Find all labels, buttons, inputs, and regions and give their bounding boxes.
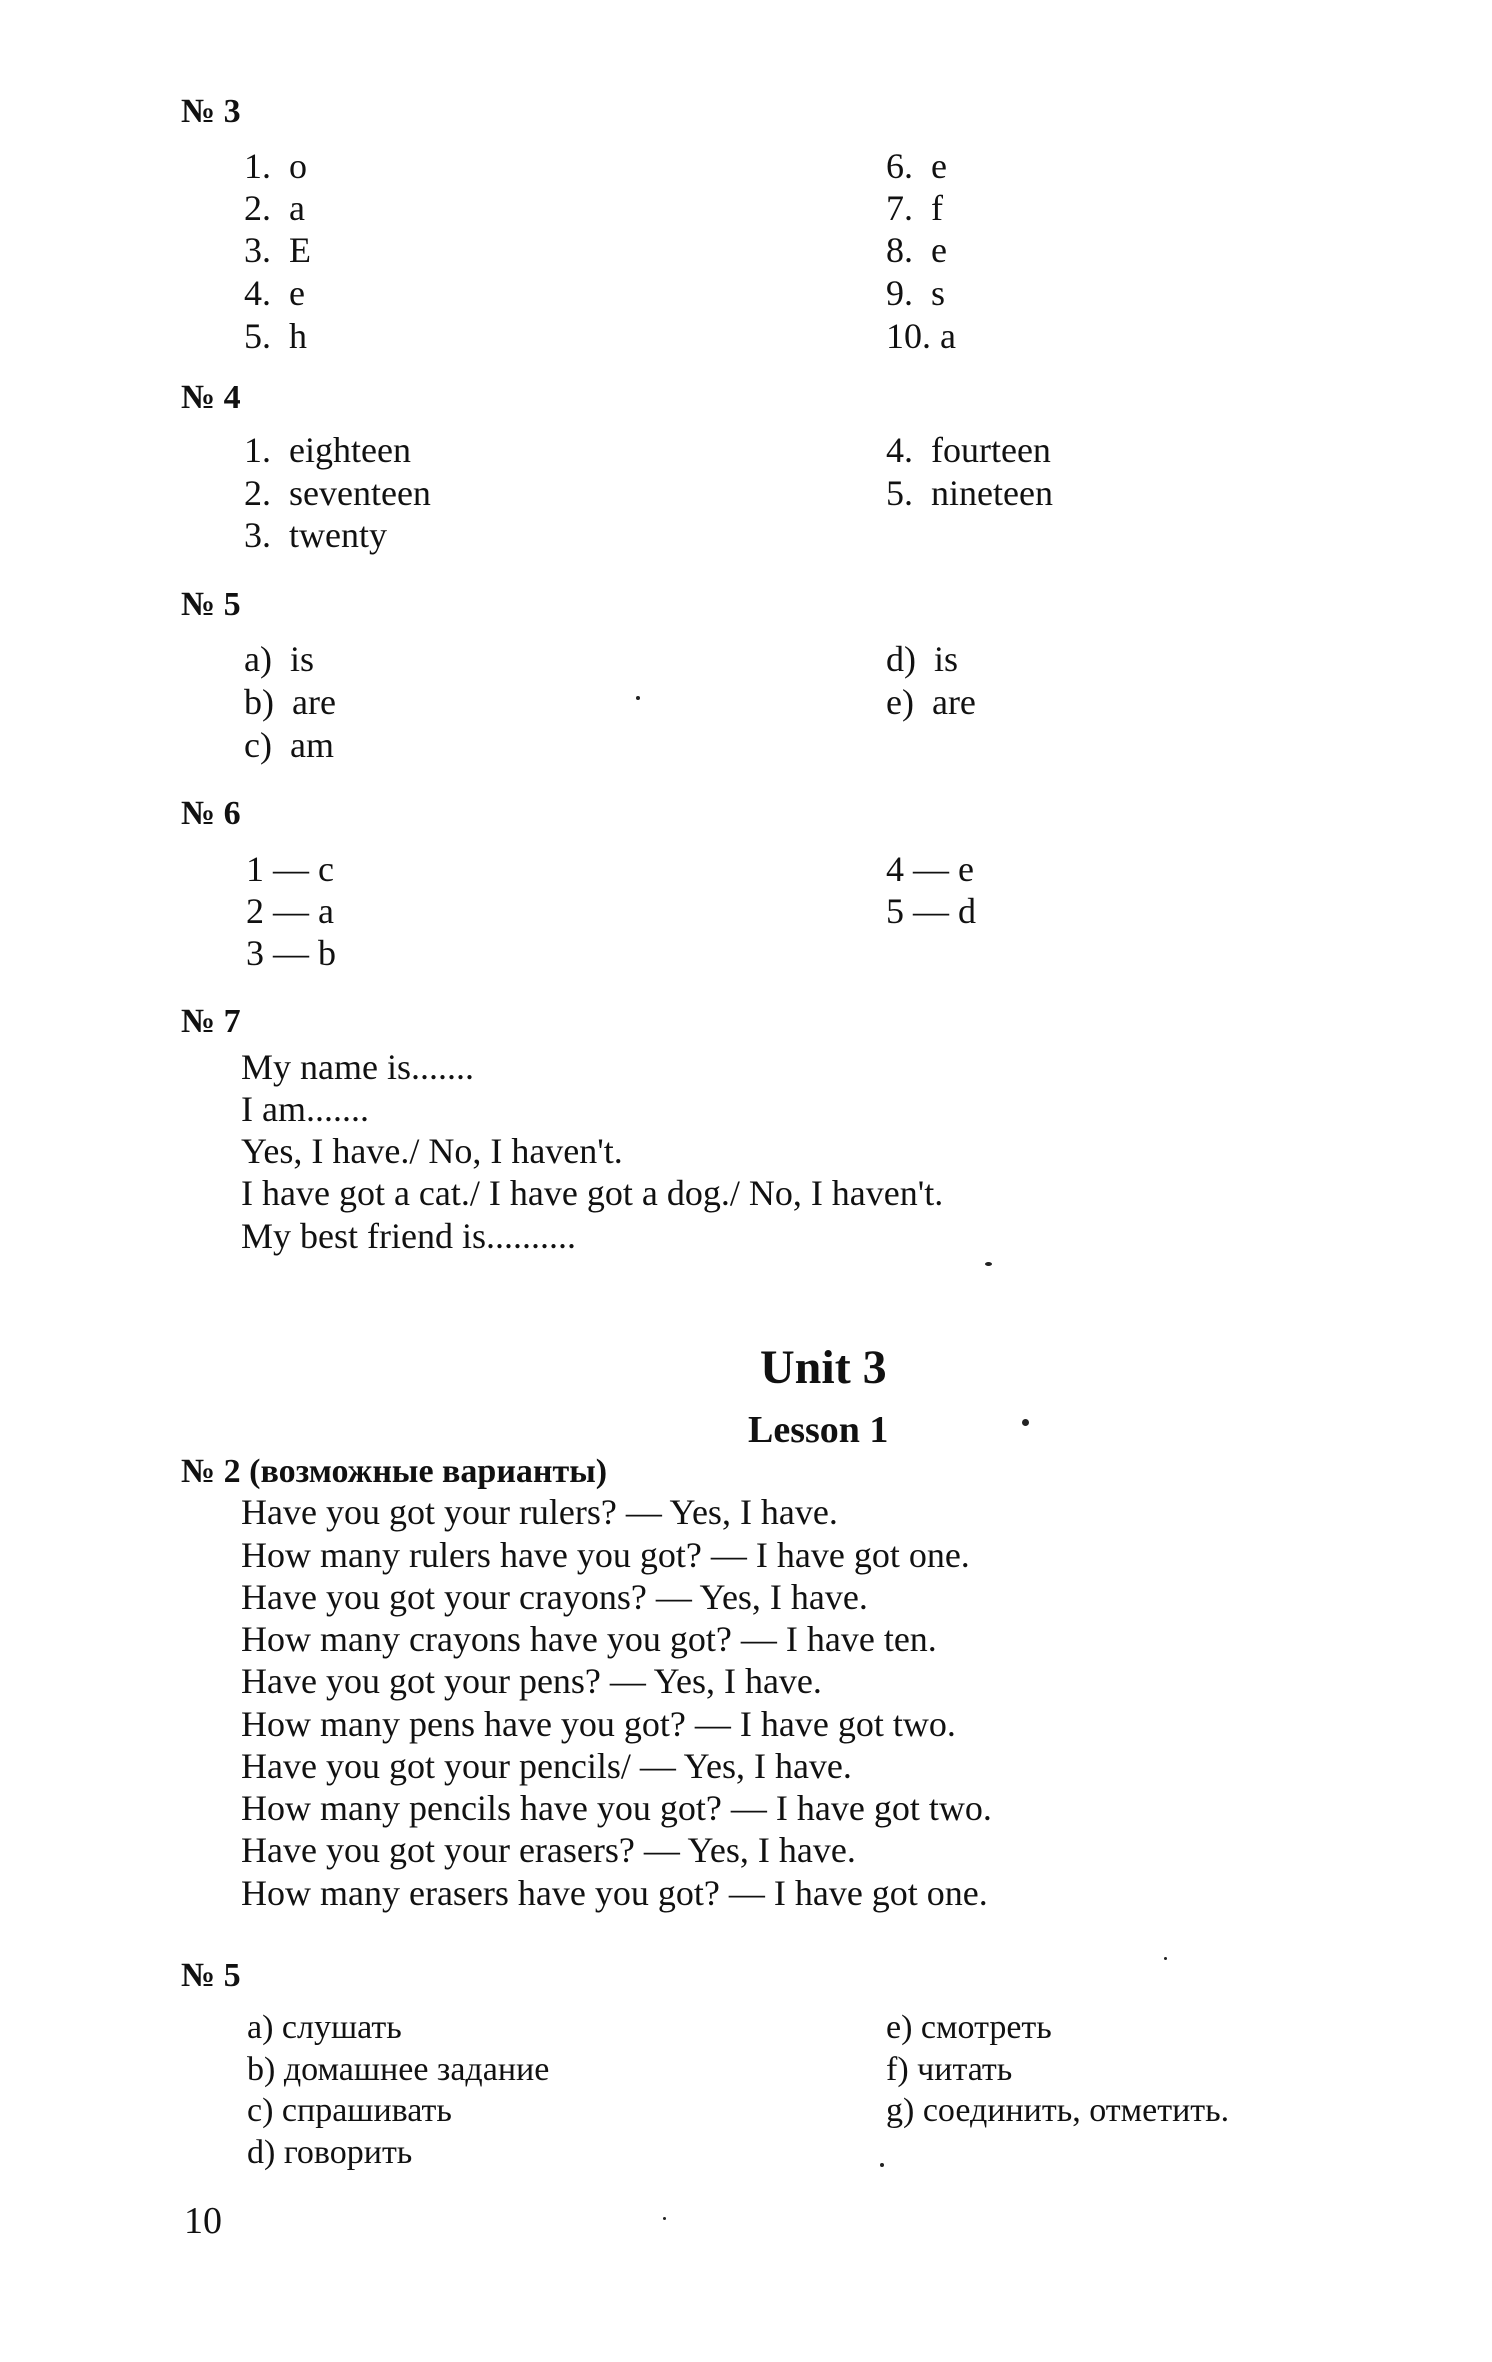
scan-speck	[1164, 1957, 1167, 1960]
answer-5-b: b) are	[244, 682, 336, 722]
scan-speck	[985, 1262, 992, 1266]
task-2-line-3: Have you got your crayons? — Yes, I have.	[241, 1577, 868, 1617]
task-2-line-7: Have you got your pencils/ — Yes, I have.	[241, 1746, 852, 1786]
answer-4-1: 1. eighteen	[244, 430, 411, 470]
task-7-line-2: I am.......	[241, 1089, 369, 1129]
heading-unit3-task-2: № 2 (возможные варианты)	[181, 1453, 608, 1490]
answer-5-d: d) is	[886, 639, 958, 679]
heading-task-7: № 7	[181, 1003, 241, 1040]
answer-3-8: 8. e	[886, 230, 947, 270]
heading-task-5: № 5	[181, 586, 241, 623]
heading-task-6: № 6	[181, 795, 241, 832]
answer-6-4: 4 — e	[886, 849, 974, 889]
scan-speck	[880, 2163, 884, 2167]
task-7-line-1: My name is.......	[241, 1047, 474, 1087]
scan-speck	[663, 2217, 666, 2220]
answer-3-3: 3. E	[244, 230, 311, 270]
heading-unit3-task-5: № 5	[181, 1957, 241, 1994]
answer-3-2: 2. a	[244, 188, 305, 228]
vocab-b: b) домашнее задание	[247, 2051, 550, 2088]
answer-6-5: 5 — d	[886, 891, 976, 931]
heading-task-4: № 4	[181, 379, 241, 416]
task-7-line-4: I have got a cat./ I have got a dog./ No, I haven't.	[241, 1173, 944, 1213]
task-2-line-10: How many erasers have you got? — I have got one.	[241, 1873, 988, 1913]
task-7-line-3: Yes, I have./ No, I haven't.	[241, 1131, 623, 1171]
answer-6-1: 1 — c	[246, 849, 334, 889]
answer-4-5: 5. nineteen	[886, 473, 1053, 513]
vocab-f: f) читать	[886, 2051, 1013, 2088]
unit-title: Unit 3	[760, 1341, 887, 1394]
answer-3-9: 9. s	[886, 273, 946, 313]
answer-3-1: 1. o	[244, 146, 307, 186]
task-2-line-8: How many pencils have you got? — I have got two.	[241, 1788, 992, 1828]
scan-speck	[636, 696, 640, 700]
task-7-line-5: My best friend is..........	[241, 1216, 576, 1256]
task-2-line-1: Have you got your rulers? — Yes, I have.	[241, 1492, 838, 1532]
answer-5-e: e) are	[886, 682, 976, 722]
vocab-d: d) говорить	[247, 2134, 413, 2171]
answer-6-3: 3 — b	[246, 933, 336, 973]
task-2-line-9: Have you got your erasers? — Yes, I have.	[241, 1830, 856, 1870]
answer-5-a: a) is	[244, 639, 314, 679]
answer-3-5: 5. h	[244, 316, 307, 356]
answer-3-4: 4. e	[244, 273, 305, 313]
answer-3-6: 6. e	[886, 146, 947, 186]
answer-6-2: 2 — a	[246, 891, 334, 931]
vocab-a: a) слушать	[247, 2009, 402, 2046]
task-2-line-2: How many rulers have you got? — I have got one.	[241, 1535, 970, 1575]
heading-task-3: № 3	[181, 93, 241, 130]
answer-3-10: 10. a	[886, 316, 956, 356]
answer-4-2: 2. seventeen	[244, 473, 431, 513]
vocab-e: e) смотреть	[886, 2009, 1052, 2046]
scan-speck	[1022, 1419, 1029, 1426]
task-2-line-5: Have you got your pens? — Yes, I have.	[241, 1661, 822, 1701]
answer-3-7: 7. f	[886, 188, 943, 228]
answer-4-4: 4. fourteen	[886, 430, 1051, 470]
task-2-line-6: How many pens have you got? — I have got two.	[241, 1704, 956, 1744]
page-number: 10	[184, 2200, 222, 2242]
lesson-title: Lesson 1	[748, 1409, 889, 1451]
task-2-line-4: How many crayons have you got? — I have ten.	[241, 1619, 937, 1659]
answer-4-3: 3. twenty	[244, 515, 387, 555]
vocab-g: g) соединить, отметить.	[886, 2092, 1230, 2129]
vocab-c: c) спрашивать	[247, 2092, 452, 2129]
answer-5-c: c) am	[244, 725, 334, 765]
